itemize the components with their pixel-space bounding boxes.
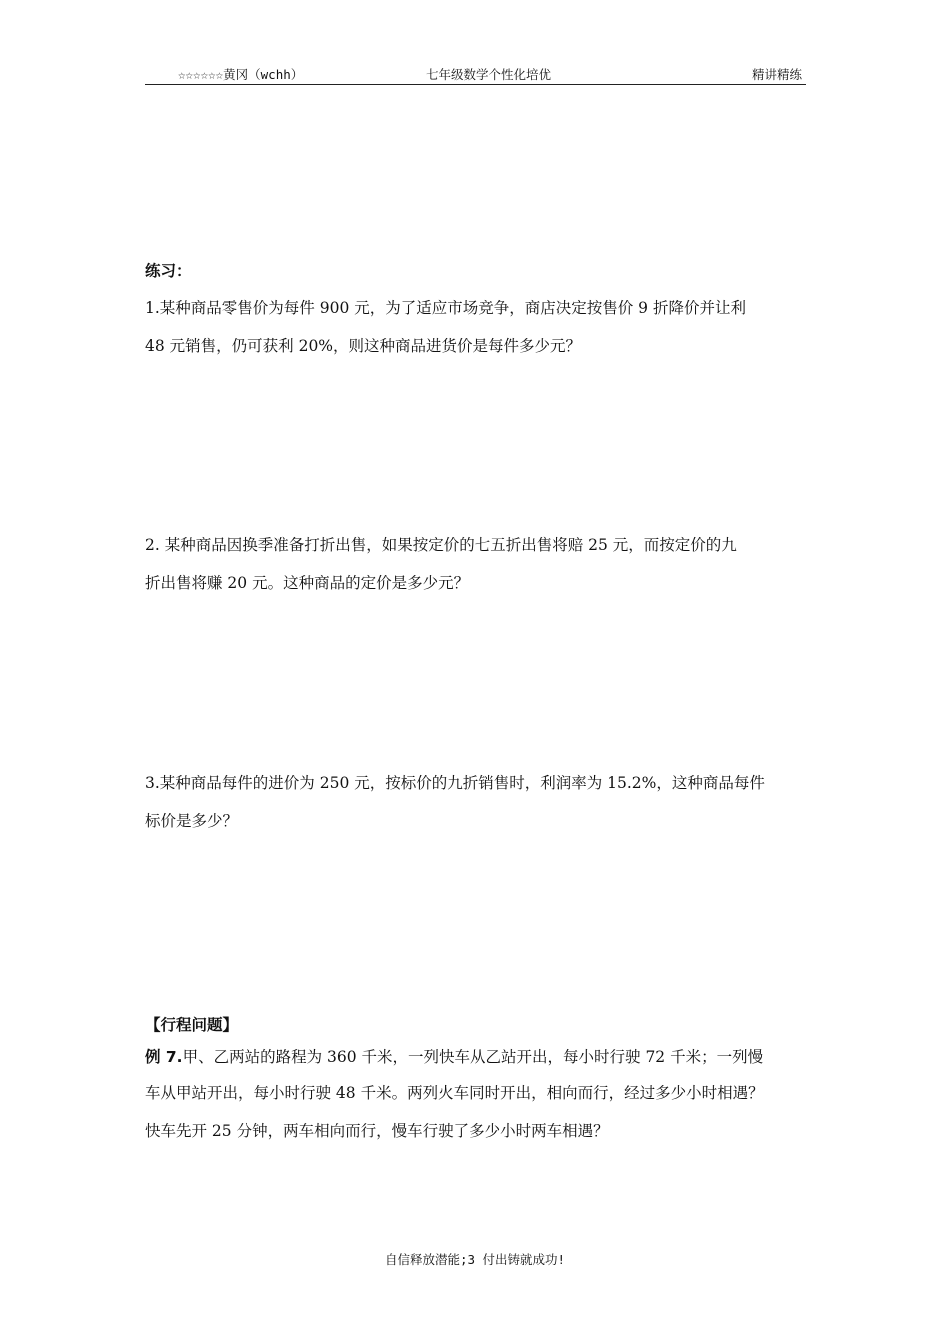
example-7-line-3: 快车先开 25 分钟，两车相向而行，慢车行驶了多少小时两车相遇？ — [145, 1122, 609, 1140]
travel-heading: 【行程问题】 — [145, 1016, 239, 1034]
example-7-label: 例 7. — [145, 1048, 183, 1066]
header-title: 七年级数学个性化培优 — [426, 67, 552, 82]
page-footer: 自信释放潜能;3 付出铸就成功! — [384, 1252, 566, 1267]
example-7-line-1 — [145, 1040, 810, 1074]
practice-section — [145, 255, 810, 365]
question-3-line-2: 标价是多少？ — [145, 812, 239, 830]
question-2-line-1: 2. 某种商品因换季准备打折出售，如果按定价的七五折出售将赔 25 元，而按定价的九 — [145, 536, 737, 554]
question-2 — [145, 526, 810, 602]
question-1-line-1: 1.某种商品零售价为每件 900 元，为了适应市场竞争，商店决定按售价 9 折降价并让利 — [145, 299, 746, 317]
header-right-text: 精讲精练 — [751, 67, 802, 82]
travel-section — [145, 1010, 810, 1150]
page-header — [145, 64, 806, 85]
question-3 — [145, 764, 810, 840]
question-1-line-2: 48 元销售，仍可获利 20%，则这种商品进货价是每件多少元？ — [145, 337, 582, 355]
question-3-line-1: 3.某种商品每件的进价为 250 元，按标价的九折销售时，利润率为 15.2%，这种商品每件 — [145, 774, 765, 792]
header-left-text: ☆☆☆☆☆☆黄冈（wchh） — [178, 67, 304, 82]
example-7-line-1-text: 甲、乙两站的路程为 360 千米，一列快车从乙站开出，每小时行驶 72 千米；一列慢 — [182, 1048, 764, 1066]
example-7-line-2: 车从甲站开出，每小时行驶 48 千米。两列火车同时开出，相向而行，经过多少小时相遇？ — [145, 1084, 764, 1102]
practice-heading: 练习： — [145, 262, 192, 280]
question-2-line-2: 折出售将赚 20 元。这种商品的定价是多少元？ — [145, 574, 470, 592]
